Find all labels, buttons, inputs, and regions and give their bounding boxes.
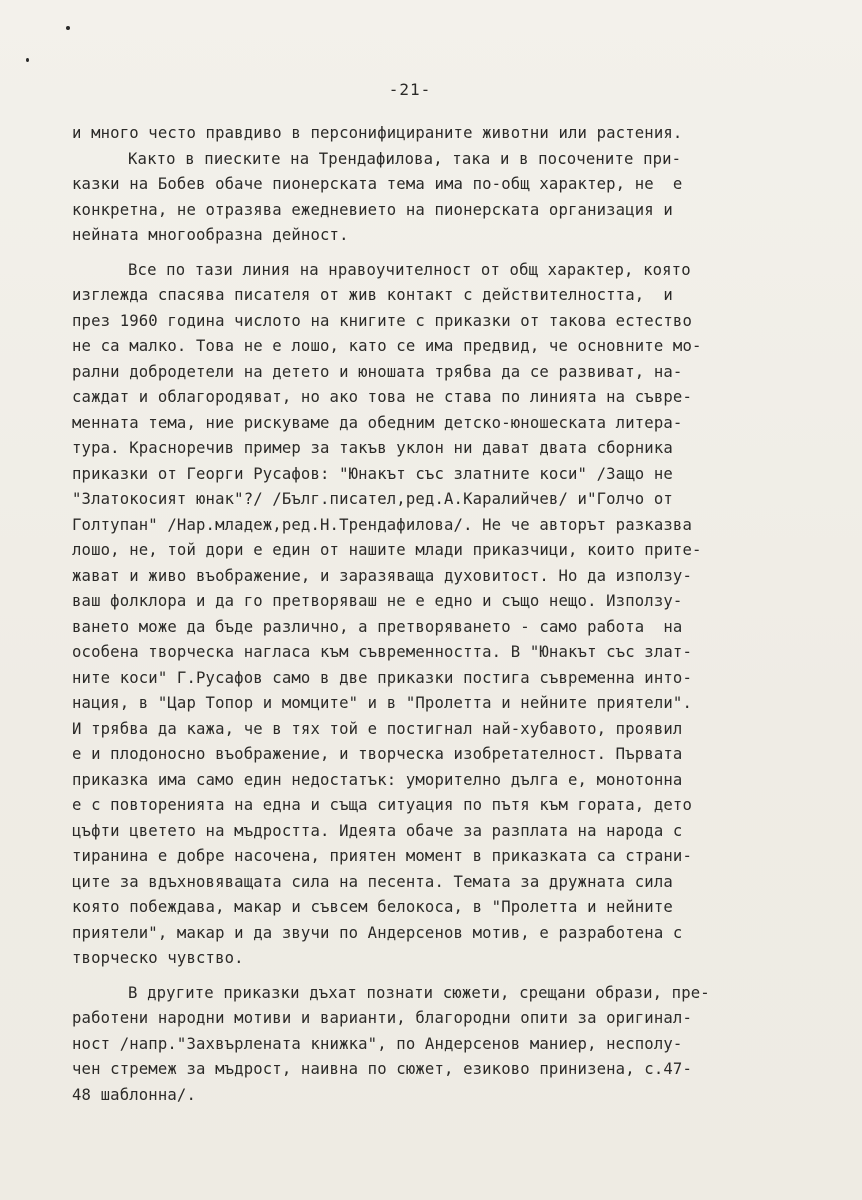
text-line: рални добродетели на детето и юношата трябва да се развиват, на- bbox=[72, 362, 683, 381]
text-line: лошо, не, той дори е един от нашите млади приказчици, които прите- bbox=[72, 541, 702, 559]
text-line: Все по тази линия на нравоучителност от общ характер, която bbox=[128, 260, 691, 279]
text-line: ност /напр."Захвърлената книжка", по Андерсенов маниер, несполу- bbox=[72, 1034, 683, 1053]
text-line: ните коси" Г.Русафов само в две приказки постига съвременна инто- bbox=[72, 668, 692, 687]
text-line: Голтупан" /Нар.младеж,ред.Н.Трендафилова/. Не че авторът разказва bbox=[72, 515, 692, 534]
text-line: особена творческа нагласа към съвременността. В "Юнакът със злат- bbox=[72, 643, 692, 661]
text-line: изглежда спасява писателя от жив контакт с действителността, и bbox=[72, 286, 673, 304]
text-line: тура. Красноречив пример за такъв уклон ни дават двата сборника bbox=[72, 439, 673, 457]
text-line: работени народни мотиви и варианти, благородни опити за оригинал- bbox=[72, 1009, 692, 1027]
text-line: ците за вдъхновяващата сила на песента. Темата за дружната сила bbox=[72, 872, 673, 891]
text-line: "Златокосият юнак"?/ /Бълг.писател,ред.А.Каралийчев/ и"Голчо от bbox=[72, 490, 673, 508]
text-line: и много често правдиво в персонифицираните животни или растения. bbox=[72, 124, 683, 142]
text-line: казки на Бобев обаче пионерската тема има по-общ характер, не е bbox=[72, 175, 683, 193]
text-line: ваш фолклора и да го претворяваш не е едно и също нещо. Използу- bbox=[72, 592, 683, 610]
text-line: тиранина е добре насочена, приятен момент в приказката са страни- bbox=[72, 847, 692, 865]
text-line: която побеждава, макар и съвсем белокоса, в "Пролетта и нейните bbox=[72, 898, 673, 916]
text-line: приказки от Георги Русафов: "Юнакът със златните коси" /Защо не bbox=[72, 464, 673, 483]
text-line: жават и живо въображение, и заразяваща духовитост. Но да използу- bbox=[72, 566, 692, 585]
text-line: конкретна, не отразява ежедневието на пионерската организация и bbox=[72, 200, 673, 219]
text-line: нация, в "Цар Топор и момците" и в "Пролетта и нейните приятели". bbox=[72, 694, 692, 712]
ink-speck bbox=[26, 58, 29, 62]
text-line: приказка има само един недостатък: уморително дълга е, монотонна bbox=[72, 770, 683, 789]
text-line: Както в пиеските на Трендафилова, така и в посочените при- bbox=[128, 149, 682, 168]
text-line: менната тема, ние рискуваме да обедним детско-юношеската литера- bbox=[72, 413, 683, 432]
text-line: 48 шаблонна/. bbox=[72, 1085, 196, 1104]
text-line: не са малко. Това не е лошо, като се има предвид, че основните мо- bbox=[72, 337, 702, 355]
text-line: цъфти цветето на мъдростта. Идеята обаче за разплата на народа с bbox=[72, 821, 683, 840]
text-line: през 1960 година числото на книгите с приказки от такова естество bbox=[72, 311, 692, 330]
text-line: нейната многообразна дейност. bbox=[72, 226, 349, 244]
text-line: саждат и облагородяват, но ако това не става по линията на съвре- bbox=[72, 388, 692, 406]
text-line: творческо чувство. bbox=[72, 949, 244, 967]
text-line: И трябва да кажа, че в тях той е постигнал най-хубавото, проявил bbox=[72, 719, 683, 738]
text-line: В другите приказки дъхат познати сюжети, срещани образи, пре- bbox=[128, 983, 710, 1002]
text-line: е с повторенията на една и съща ситуация по пътя към гората, дето bbox=[72, 796, 692, 814]
body-text bbox=[72, 121, 817, 1108]
text-line: е и плодоносно въображение, и творческа изобретателност. Първата bbox=[72, 745, 683, 763]
text-line: ването може да бъде различно, а претворяването - само работа на bbox=[72, 617, 683, 636]
page-number: -21- bbox=[388, 80, 432, 99]
ink-speck bbox=[66, 26, 70, 30]
text-line: чен стремеж за мъдрост, наивна по сюжет, езиково принизена, с.47- bbox=[72, 1060, 692, 1078]
text-line: приятели", макар и да звучи по Андерсенов мотив, е разработена с bbox=[72, 923, 683, 942]
